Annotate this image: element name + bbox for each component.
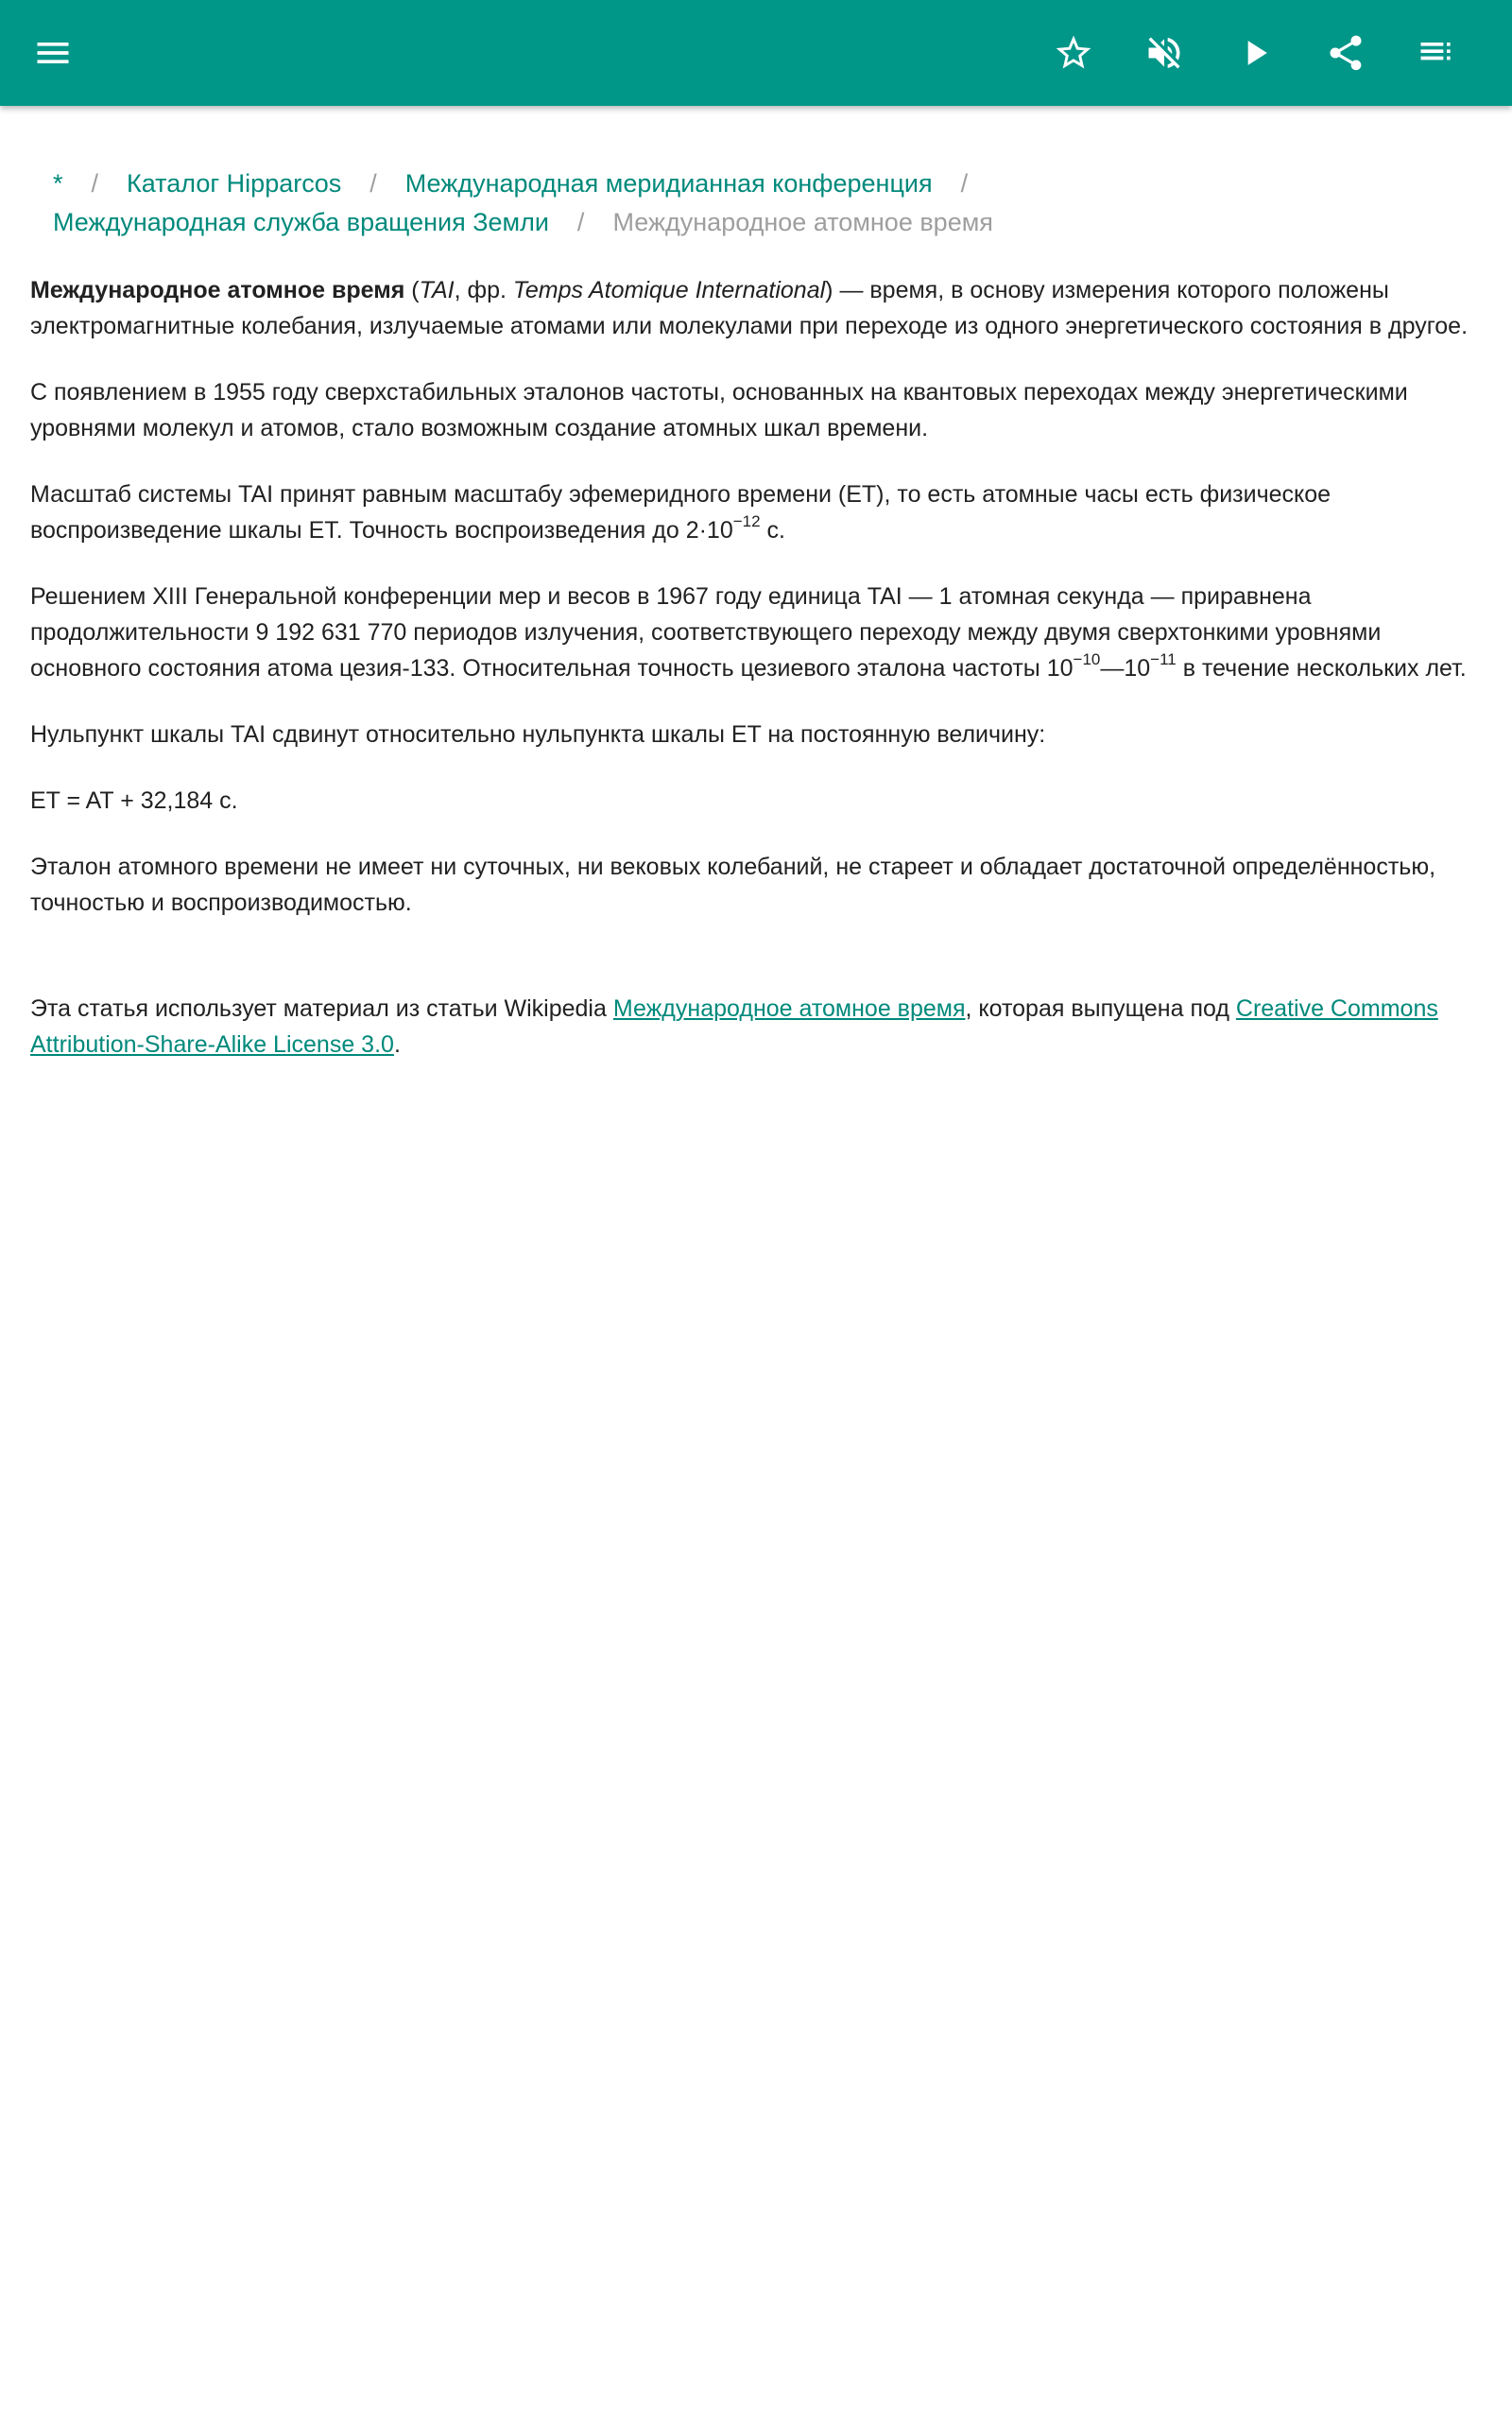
share-icon	[1325, 32, 1366, 74]
play-button[interactable]	[1221, 19, 1289, 87]
abbreviation: TAI	[419, 277, 455, 303]
article-paragraph: Нульпункт шкалы TAI сдвинут относительно нульпункта шкалы ET на постоянную величину:	[30, 721, 1046, 748]
superscript: −11	[1150, 649, 1177, 668]
star-outline-icon	[1053, 32, 1094, 74]
breadcrumb-separator: /	[91, 169, 99, 198]
play-icon	[1234, 32, 1276, 74]
article-paragraph: С появлением в 1955 году сверхстабильных эталонов частоты, основанных на квантовых переходах между энергетическими уровнями молекул и атомов, стало возможным создание атомных шкал времени.	[30, 379, 1408, 441]
breadcrumb-item-hipparcos[interactable]: Каталог Hipparcos	[127, 169, 342, 198]
text-span: в течение нескольких лет.	[1176, 655, 1467, 682]
text-span: .	[393, 1031, 401, 1058]
contents-button[interactable]	[1402, 19, 1470, 87]
formula-paragraph: ET = AT + 32,184 с.	[30, 787, 238, 814]
text-span: Решением XIII Генеральной конференции мер и весов в 1967 году единица TAI — 1 атомная секунда — приравнена продолжительности 9 192 631 770 периодов излучения, соответствующего переходу между двумя сверхтонкими уровнями основного состояния атома цезия-133. Относительная точность цезиевого эталона частоты 10	[30, 583, 1382, 682]
share-button[interactable]	[1312, 19, 1380, 87]
breadcrumb-separator: /	[960, 169, 969, 198]
text-span: (	[404, 277, 420, 303]
breadcrumb-separator: /	[369, 169, 377, 198]
breadcrumb-item-meridian-conference[interactable]: Международная меридианная конференция	[404, 169, 933, 198]
breadcrumb-separator: /	[576, 208, 585, 236]
menu-icon	[32, 32, 74, 74]
breadcrumb-current: Международное атомное время	[612, 208, 993, 236]
article-paragraph	[30, 579, 1482, 686]
text-span: ) — время, в основу измерения которого положены электромагнитные колебания, излучаемые атомами или молекулами при переходе из одного энергетического состояния в другое.	[30, 277, 1469, 339]
favorite-button[interactable]	[1040, 19, 1108, 87]
breadcrumb-item-earth-rotation-service[interactable]: Международная служба вращения Земли	[53, 208, 549, 236]
attribution-note	[30, 991, 1482, 1063]
app-toolbar	[0, 0, 1512, 106]
license-link[interactable]: Creative Commons Attribution-Share-Alike License 3.0	[30, 995, 1438, 1058]
superscript: −12	[732, 511, 761, 530]
text-span: Масштаб системы TAI принят равным масштабу эфемеридного времени (ET), то есть атомные часы есть физическое воспроизведение шкалы ET. Точность воспроизведения до 2·10	[30, 481, 1332, 544]
wikipedia-article-link[interactable]: Международное атомное время	[612, 995, 966, 1022]
french-name: Temps Atomique International	[512, 277, 826, 303]
breadcrumb-item-root[interactable]: *	[53, 169, 63, 198]
text-span: с.	[760, 517, 785, 544]
content-area	[30, 106, 1482, 1093]
text-span: , которая выпущена под	[965, 995, 1236, 1022]
menu-button[interactable]	[19, 19, 87, 87]
article-paragraph	[30, 272, 1482, 344]
text-span: —10	[1100, 655, 1151, 682]
article-title: Международное атомное время	[30, 277, 405, 303]
mute-button[interactable]	[1130, 19, 1198, 87]
text-span: Эта статья использует материал из статьи Wikipedia	[30, 995, 613, 1022]
article-paragraph	[30, 476, 1482, 548]
volume-off-icon	[1143, 32, 1185, 74]
article-body	[30, 272, 1482, 1063]
superscript: −10	[1073, 649, 1101, 668]
breadcrumb	[30, 164, 1482, 242]
playlist-icon	[1416, 32, 1457, 74]
text-span: , фр.	[454, 277, 513, 303]
article-paragraph: Эталон атомного времени не имеет ни суточных, ни вековых колебаний, не стареет и обладает достаточной определённостью, точностью и воспроизводимостью.	[30, 854, 1436, 916]
